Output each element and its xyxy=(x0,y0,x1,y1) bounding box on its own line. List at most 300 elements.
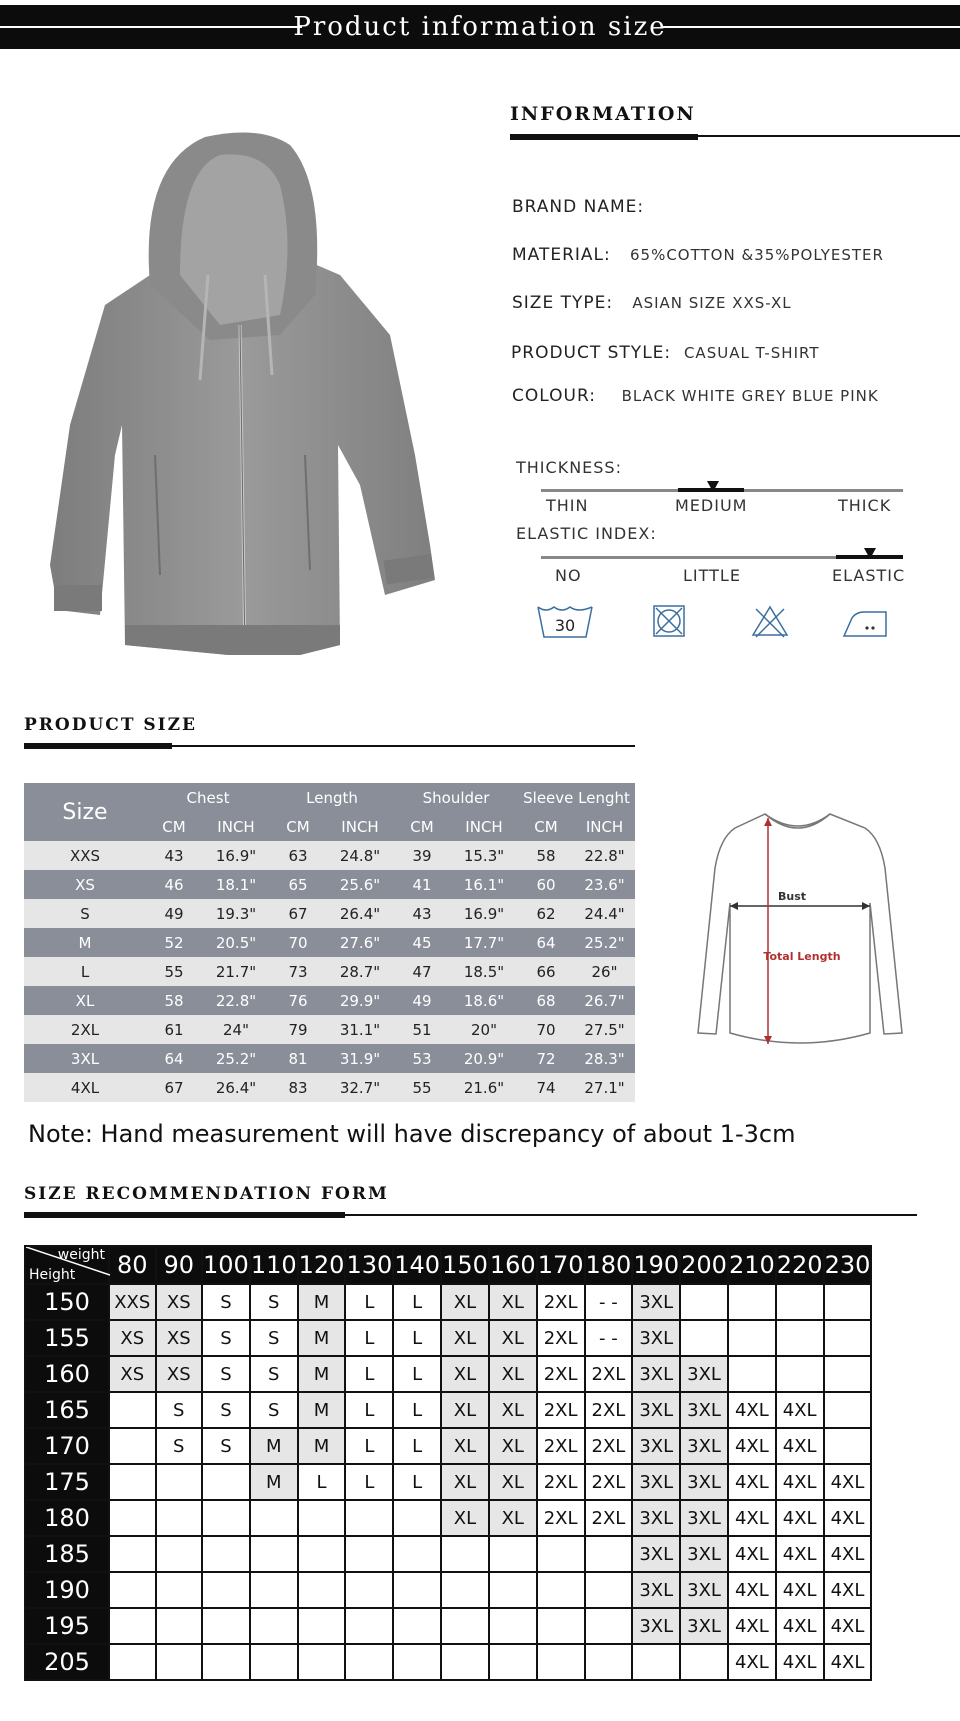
recommended-size-cell xyxy=(824,1428,872,1464)
recommended-size-cell xyxy=(156,1536,203,1572)
product-size-rows xyxy=(24,841,635,1102)
unit-cm: CM xyxy=(270,812,326,841)
recommended-size-cell xyxy=(393,1500,441,1536)
measurement-cell: 64 xyxy=(518,928,574,957)
recommended-size-cell: 3XL xyxy=(632,1464,680,1500)
recommended-size-cell xyxy=(250,1572,298,1608)
info-product-style xyxy=(511,343,820,363)
recommended-size-cell xyxy=(250,1536,298,1572)
recommended-size-cell xyxy=(345,1644,393,1680)
recommendation-row xyxy=(25,1572,871,1608)
recommended-size-cell: 2XL xyxy=(585,1392,633,1428)
weight-header: 220 xyxy=(776,1246,824,1284)
recommended-size-cell: 3XL xyxy=(680,1500,728,1536)
unit-cm: CM xyxy=(146,812,202,841)
recommended-size-cell xyxy=(728,1284,776,1320)
weight-header: 200 xyxy=(680,1246,728,1284)
recommended-size-cell: XL xyxy=(489,1320,537,1356)
recommended-size-cell xyxy=(250,1644,298,1680)
recommended-size-cell: 3XL xyxy=(632,1428,680,1464)
recommended-size-cell xyxy=(824,1392,872,1428)
recommended-size-cell: XS xyxy=(156,1356,203,1392)
recommended-size-cell: 4XL xyxy=(776,1392,824,1428)
recommended-size-cell xyxy=(537,1536,585,1572)
measurement-cell: 27.5" xyxy=(574,1015,635,1044)
size-label-cell: XL xyxy=(24,986,146,1015)
recommended-size-cell: 3XL xyxy=(632,1572,680,1608)
recommended-size-cell xyxy=(156,1608,203,1644)
recommended-size-cell xyxy=(345,1536,393,1572)
recommended-size-cell: 3XL xyxy=(680,1572,728,1608)
recommended-size-cell xyxy=(585,1572,633,1608)
recommended-size-cell: 4XL xyxy=(776,1536,824,1572)
recommendation-rule-accent xyxy=(24,1212,345,1218)
hoodie-image xyxy=(40,125,450,655)
recommended-size-cell: XL xyxy=(441,1284,489,1320)
recommended-size-cell: 3XL xyxy=(632,1284,680,1320)
recommended-size-cell xyxy=(680,1644,728,1680)
elastic-option-no: NO xyxy=(555,566,582,585)
weight-header: 130 xyxy=(345,1246,393,1284)
measurement-cell: 21.6" xyxy=(450,1073,518,1102)
measurement-cell: 55 xyxy=(146,957,202,986)
recommended-size-cell xyxy=(393,1572,441,1608)
recommended-size-cell: M xyxy=(250,1428,298,1464)
measurement-cell: 20" xyxy=(450,1015,518,1044)
unit-inch: INCH xyxy=(574,812,635,841)
measurement-cell: 21.7" xyxy=(202,957,270,986)
info-value: CASUAL T-SHIRT xyxy=(683,344,820,362)
recommended-size-cell: L xyxy=(345,1464,393,1500)
recommended-size-cell xyxy=(441,1536,489,1572)
size-row xyxy=(24,928,635,957)
recommended-size-cell: S xyxy=(202,1284,250,1320)
recommended-size-cell: 4XL xyxy=(776,1608,824,1644)
size-row xyxy=(24,841,635,870)
measurement-cell: 23.6" xyxy=(574,870,635,899)
height-header: 205 xyxy=(25,1644,109,1680)
recommendation-row xyxy=(25,1608,871,1644)
recommended-size-cell xyxy=(393,1536,441,1572)
recommended-size-cell: 3XL xyxy=(680,1392,728,1428)
recommended-size-cell: XL xyxy=(441,1392,489,1428)
info-brand-name xyxy=(512,197,644,217)
unit-inch: INCH xyxy=(326,812,394,841)
measurement-cell: 20.5" xyxy=(202,928,270,957)
measurement-cell: 31.1" xyxy=(326,1015,394,1044)
measurement-cell: 25.2" xyxy=(202,1044,270,1073)
recommended-size-cell: 4XL xyxy=(824,1464,872,1500)
recommended-size-cell: S xyxy=(250,1392,298,1428)
weight-header: 150 xyxy=(441,1246,489,1284)
recommended-size-cell xyxy=(202,1500,250,1536)
recommended-size-cell: XS xyxy=(109,1356,156,1392)
recommended-size-cell xyxy=(393,1608,441,1644)
recommended-size-cell: XL xyxy=(441,1356,489,1392)
information-title: INFORMATION xyxy=(510,103,696,125)
recommended-size-cell: 4XL xyxy=(728,1428,776,1464)
measurement-cell: 55 xyxy=(394,1073,450,1102)
recommended-size-cell xyxy=(537,1608,585,1644)
recommended-size-cell: L xyxy=(345,1392,393,1428)
recommended-size-cell: 4XL xyxy=(824,1572,872,1608)
measurement-cell: 18.5" xyxy=(450,957,518,986)
recommendation-row xyxy=(25,1284,871,1320)
recommended-size-cell: 4XL xyxy=(728,1500,776,1536)
recommended-size-cell: L xyxy=(298,1464,346,1500)
height-header: 180 xyxy=(25,1500,109,1536)
recommended-size-cell: XS xyxy=(109,1320,156,1356)
recommended-size-cell: M xyxy=(298,1284,346,1320)
measurement-cell: 61 xyxy=(146,1015,202,1044)
recommended-size-cell xyxy=(298,1644,346,1680)
banner-title: Product information size xyxy=(293,12,667,42)
recommended-size-cell: 3XL xyxy=(632,1320,680,1356)
recommended-size-cell: XL xyxy=(441,1500,489,1536)
recommended-size-cell: 3XL xyxy=(632,1500,680,1536)
measurement-cell: 39 xyxy=(394,841,450,870)
recommended-size-cell xyxy=(250,1500,298,1536)
measurement-cell: 65 xyxy=(270,870,326,899)
recommended-size-cell: 4XL xyxy=(728,1572,776,1608)
recommended-size-cell xyxy=(202,1464,250,1500)
recommended-size-cell: M xyxy=(298,1320,346,1356)
measurement-cell: 18.6" xyxy=(450,986,518,1015)
recommended-size-cell xyxy=(109,1392,156,1428)
measurement-cell: 70 xyxy=(270,928,326,957)
height-header: 195 xyxy=(25,1608,109,1644)
recommended-size-cell: 4XL xyxy=(728,1644,776,1680)
thickness-pointer-icon xyxy=(707,481,719,492)
recommendation-rows xyxy=(25,1284,871,1680)
measurement-cell: 47 xyxy=(394,957,450,986)
recommended-size-cell: L xyxy=(345,1320,393,1356)
measurement-cell: 16.9" xyxy=(202,841,270,870)
weight-header: 210 xyxy=(728,1246,776,1284)
measurement-cell: 79 xyxy=(270,1015,326,1044)
measurement-cell: 49 xyxy=(394,986,450,1015)
measurement-cell: 63 xyxy=(270,841,326,870)
weight-header: 80 xyxy=(109,1246,156,1284)
recommended-size-cell xyxy=(156,1572,203,1608)
information-rule-accent xyxy=(510,134,698,140)
measurement-cell: 51 xyxy=(394,1015,450,1044)
recommended-size-cell xyxy=(728,1320,776,1356)
recommended-size-cell: 2XL xyxy=(537,1428,585,1464)
measurement-cell: 83 xyxy=(270,1073,326,1102)
weight-header: 190 xyxy=(632,1246,680,1284)
measurement-cell: 76 xyxy=(270,986,326,1015)
recommended-size-cell: S xyxy=(156,1428,203,1464)
recommended-size-cell xyxy=(109,1608,156,1644)
measurement-cell: 58 xyxy=(146,986,202,1015)
recommended-size-cell: XL xyxy=(441,1428,489,1464)
bust-label: Bust xyxy=(777,890,807,903)
height-header: 170 xyxy=(25,1428,109,1464)
recommended-size-cell: XL xyxy=(489,1284,537,1320)
measurement-cell: 29.9" xyxy=(326,986,394,1015)
measurement-cell: 73 xyxy=(270,957,326,986)
weight-header: 160 xyxy=(489,1246,537,1284)
recommendation-row xyxy=(25,1644,871,1680)
info-label: PRODUCT STYLE: xyxy=(511,343,672,363)
measurement-cell: 67 xyxy=(146,1073,202,1102)
recommended-size-cell xyxy=(156,1644,203,1680)
recommended-size-cell xyxy=(156,1464,203,1500)
recommended-size-cell: 2XL xyxy=(537,1500,585,1536)
size-label-cell: M xyxy=(24,928,146,957)
measurement-cell: 24.8" xyxy=(326,841,394,870)
recommended-size-cell xyxy=(441,1572,489,1608)
measurement-cell: 81 xyxy=(270,1044,326,1073)
recommended-size-cell: XL xyxy=(489,1392,537,1428)
recommended-size-cell: L xyxy=(393,1464,441,1500)
recommended-size-cell xyxy=(109,1428,156,1464)
recommended-size-cell: M xyxy=(298,1392,346,1428)
info-material xyxy=(512,245,884,265)
recommended-size-cell: XS xyxy=(156,1284,203,1320)
height-header: 150 xyxy=(25,1284,109,1320)
recommended-size-cell xyxy=(298,1500,346,1536)
recommended-size-cell xyxy=(585,1608,633,1644)
size-row xyxy=(24,986,635,1015)
recommended-size-cell: XL xyxy=(489,1356,537,1392)
recommended-size-cell: S xyxy=(202,1320,250,1356)
recommended-size-cell: L xyxy=(345,1284,393,1320)
weight-header: 180 xyxy=(585,1246,633,1284)
recommended-size-cell: M xyxy=(298,1428,346,1464)
recommended-size-cell: XXS xyxy=(109,1284,156,1320)
measurement-cell: 15.3" xyxy=(450,841,518,870)
unit-cm: CM xyxy=(394,812,450,841)
recommended-size-cell: 3XL xyxy=(680,1536,728,1572)
height-header: 185 xyxy=(25,1536,109,1572)
recommended-size-cell: S xyxy=(202,1392,250,1428)
size-recommendation-table xyxy=(24,1245,872,1681)
recommended-size-cell xyxy=(632,1644,680,1680)
recommended-size-cell: 4XL xyxy=(776,1572,824,1608)
size-label-cell: 2XL xyxy=(24,1015,146,1044)
title-banner xyxy=(0,5,960,49)
elastic-option-elastic: ELASTIC xyxy=(832,566,906,585)
elastic-pointer-icon xyxy=(864,548,876,559)
recommended-size-cell: 4XL xyxy=(776,1428,824,1464)
measurement-cell: 41 xyxy=(394,870,450,899)
garment-measurement-diagram xyxy=(680,808,915,1053)
recommended-size-cell xyxy=(680,1284,728,1320)
recommended-size-cell: L xyxy=(393,1320,441,1356)
unit-inch: INCH xyxy=(202,812,270,841)
measurement-cell: 22.8" xyxy=(574,841,635,870)
height-header: 160 xyxy=(25,1356,109,1392)
weight-header: 120 xyxy=(298,1246,346,1284)
recommendation-row xyxy=(25,1320,871,1356)
size-row xyxy=(24,957,635,986)
measurement-cell: 25.6" xyxy=(326,870,394,899)
recommendation-row xyxy=(25,1356,871,1392)
recommended-size-cell xyxy=(537,1572,585,1608)
elastic-option-little: LITTLE xyxy=(683,566,741,585)
recommended-size-cell xyxy=(585,1644,633,1680)
recommended-size-cell: 4XL xyxy=(776,1644,824,1680)
thickness-label: THICKNESS: xyxy=(516,458,622,477)
recommended-size-cell: L xyxy=(393,1284,441,1320)
wash-30-icon xyxy=(536,603,594,639)
iron-low-icon xyxy=(842,606,890,638)
table-corner xyxy=(25,1246,109,1284)
recommended-size-cell: 4XL xyxy=(728,1608,776,1644)
recommended-size-cell: S xyxy=(250,1320,298,1356)
measurement-cell: 66 xyxy=(518,957,574,986)
height-header: 190 xyxy=(25,1572,109,1608)
measurement-cell: 74 xyxy=(518,1073,574,1102)
info-value: BLACK WHITE GREY BLUE PINK xyxy=(621,387,879,405)
size-label-cell: S xyxy=(24,899,146,928)
info-size-type xyxy=(512,293,792,313)
no-bleach-icon xyxy=(750,604,790,638)
measurement-cell: 43 xyxy=(394,899,450,928)
height-axis-label: Height xyxy=(29,1267,76,1283)
measurement-cell: 31.9" xyxy=(326,1044,394,1073)
recommended-size-cell: XS xyxy=(156,1320,203,1356)
info-value: 65%COTTON &35%POLYESTER xyxy=(629,246,884,264)
recommended-size-cell: 4XL xyxy=(728,1536,776,1572)
recommended-size-cell: M xyxy=(298,1356,346,1392)
size-row xyxy=(24,899,635,928)
recommended-size-cell: 4XL xyxy=(728,1392,776,1428)
recommended-size-cell xyxy=(776,1284,824,1320)
recommended-size-cell: 2XL xyxy=(537,1356,585,1392)
recommended-size-cell xyxy=(680,1320,728,1356)
recommended-size-cell: S xyxy=(156,1392,203,1428)
wash-temperature: 30 xyxy=(554,616,576,635)
recommended-size-cell: XL xyxy=(489,1428,537,1464)
product-size-title: PRODUCT SIZE xyxy=(24,715,197,735)
measurement-cell: 16.9" xyxy=(450,899,518,928)
height-header: 155 xyxy=(25,1320,109,1356)
measurement-cell: 20.9" xyxy=(450,1044,518,1073)
recommended-size-cell: L xyxy=(393,1356,441,1392)
recommended-size-cell xyxy=(585,1536,633,1572)
info-label: SIZE TYPE: xyxy=(512,293,614,313)
recommendation-row xyxy=(25,1428,871,1464)
shoulder-header: Shoulder xyxy=(394,783,518,812)
measurement-cell: 52 xyxy=(146,928,202,957)
height-header: 165 xyxy=(25,1392,109,1428)
recommended-size-cell: L xyxy=(345,1356,393,1392)
product-size-rule-accent xyxy=(24,743,172,749)
recommended-size-cell xyxy=(441,1644,489,1680)
recommended-size-cell: 2XL xyxy=(537,1320,585,1356)
weight-axis-label: weight xyxy=(57,1247,105,1263)
measurement-cell: 49 xyxy=(146,899,202,928)
recommendation-row xyxy=(25,1536,871,1572)
size-label-cell: XXS xyxy=(24,841,146,870)
recommended-size-cell: S xyxy=(250,1356,298,1392)
recommended-size-cell xyxy=(393,1644,441,1680)
recommended-size-cell: 2XL xyxy=(585,1428,633,1464)
measurement-cell: 26.4" xyxy=(202,1073,270,1102)
measurement-cell: 62 xyxy=(518,899,574,928)
recommended-size-cell xyxy=(776,1320,824,1356)
recommended-size-cell xyxy=(489,1644,537,1680)
product-size-table xyxy=(24,783,635,1102)
thickness-option-thick: THICK xyxy=(838,496,892,515)
recommendation-row xyxy=(25,1464,871,1500)
measurement-cell: 45 xyxy=(394,928,450,957)
measurement-cell: 24.4" xyxy=(574,899,635,928)
recommendation-row xyxy=(25,1500,871,1536)
measurement-cell: 46 xyxy=(146,870,202,899)
total-length-label: Total Length xyxy=(763,950,841,963)
recommended-size-cell xyxy=(202,1572,250,1608)
measurement-cell: 72 xyxy=(518,1044,574,1073)
recommended-size-cell xyxy=(298,1572,346,1608)
recommended-size-cell xyxy=(109,1464,156,1500)
recommended-size-cell: L xyxy=(345,1428,393,1464)
recommended-size-cell: 4XL xyxy=(824,1536,872,1572)
recommended-size-cell xyxy=(489,1608,537,1644)
recommendation-row xyxy=(25,1392,871,1428)
recommended-size-cell: 2XL xyxy=(585,1356,633,1392)
sleeve-length-header: Sleeve Lenght xyxy=(518,783,635,812)
size-row xyxy=(24,1073,635,1102)
recommended-size-cell: 2XL xyxy=(585,1464,633,1500)
weight-header: 90 xyxy=(156,1246,203,1284)
recommended-size-cell: XL xyxy=(489,1500,537,1536)
elastic-label: ELASTIC INDEX: xyxy=(516,524,657,543)
size-row xyxy=(24,870,635,899)
size-label-cell: XS xyxy=(24,870,146,899)
measurement-cell: 26.4" xyxy=(326,899,394,928)
size-row xyxy=(24,1044,635,1073)
recommended-size-cell: - - xyxy=(585,1284,633,1320)
recommended-size-cell: 2XL xyxy=(585,1500,633,1536)
measurement-cell: 22.8" xyxy=(202,986,270,1015)
recommended-size-cell: S xyxy=(250,1284,298,1320)
recommended-size-cell: XL xyxy=(489,1464,537,1500)
info-label: COLOUR: xyxy=(512,386,596,406)
recommended-size-cell: 3XL xyxy=(632,1392,680,1428)
thickness-option-medium: MEDIUM xyxy=(675,496,748,515)
measurement-cell: 27.1" xyxy=(574,1073,635,1102)
measurement-cell: 53 xyxy=(394,1044,450,1073)
recommended-size-cell: 2XL xyxy=(537,1464,585,1500)
recommended-size-cell: 4XL xyxy=(824,1644,872,1680)
measurement-cell: 17.7" xyxy=(450,928,518,957)
measurement-cell: 18.1" xyxy=(202,870,270,899)
measurement-note: Note: Hand measurement will have discrepancy of about 1-3cm xyxy=(28,1120,796,1148)
recommended-size-cell xyxy=(345,1608,393,1644)
recommended-size-cell: 3XL xyxy=(680,1464,728,1500)
recommended-size-cell: 4XL xyxy=(728,1464,776,1500)
size-row xyxy=(24,1015,635,1044)
recommended-size-cell xyxy=(776,1356,824,1392)
measurement-cell: 58 xyxy=(518,841,574,870)
recommended-size-cell xyxy=(109,1500,156,1536)
corner-divider xyxy=(26,1247,110,1283)
measurement-cell: 24" xyxy=(202,1015,270,1044)
recommended-size-cell: 4XL xyxy=(776,1500,824,1536)
length-header: Length xyxy=(270,783,394,812)
measurement-cell: 28.3" xyxy=(574,1044,635,1073)
measurement-cell: 43 xyxy=(146,841,202,870)
weight-header: 110 xyxy=(250,1246,298,1284)
weight-header: 140 xyxy=(393,1246,441,1284)
recommended-size-cell: 3XL xyxy=(632,1536,680,1572)
measurement-cell: 26" xyxy=(574,957,635,986)
recommended-size-cell: XL xyxy=(441,1464,489,1500)
